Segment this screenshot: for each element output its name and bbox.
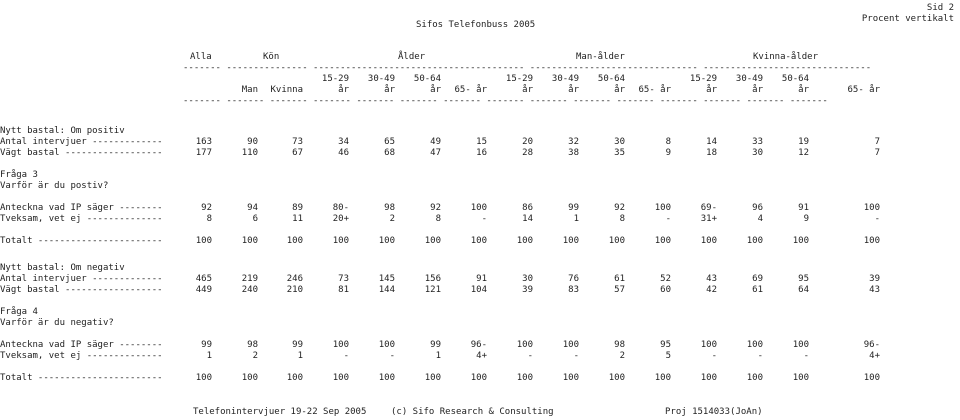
answer-row-cell: 86 <box>522 203 533 213</box>
total-row-cell: 100 <box>286 373 303 383</box>
answer-row-cell: 100 <box>863 203 880 213</box>
question-text: Varför är du negativ? <box>0 318 114 328</box>
answer-row-cell: 100 <box>516 340 533 350</box>
total-row-cell: 100 <box>746 236 763 246</box>
base-row-cell: 39 <box>522 285 533 295</box>
answer-row-cell: 99 <box>430 340 441 350</box>
answer-row-cell: 98 <box>384 203 395 213</box>
answer-row-cell: 100 <box>378 340 395 350</box>
answer-row-cell: 89 <box>292 203 303 213</box>
total-row-cell: 100 <box>195 373 212 383</box>
base-row-cell: 38 <box>568 148 579 158</box>
base-row-cell: 16 <box>476 148 487 158</box>
base-row-cell: 33 <box>752 137 763 147</box>
page-number: Sid 2 <box>926 3 954 13</box>
answer-row-cell: 1 <box>435 351 441 361</box>
base-row-cell: 73 <box>338 274 349 284</box>
total-row-label: Totalt ----------------------- <box>0 236 163 246</box>
answer-row-cell: 8 <box>435 214 441 224</box>
footer-fieldwork: Telefonintervjuer 19-22 Sep 2005 <box>193 407 367 417</box>
base-row-cell: 9 <box>665 148 671 158</box>
total-row-cell: 100 <box>424 373 441 383</box>
answer-row-cell: 4+ <box>476 351 487 361</box>
base-row-cell: 15 <box>476 137 487 147</box>
answer-row-cell: 100 <box>654 203 671 213</box>
base-row-cell: 30 <box>522 274 533 284</box>
base-row-cell: 32 <box>568 137 579 147</box>
answer-row-cell: - <box>711 351 717 361</box>
answer-row-cell: - <box>527 351 533 361</box>
total-row-cell: 100 <box>286 236 303 246</box>
base-row-cell: 57 <box>614 285 625 295</box>
base-row-cell: 91 <box>476 274 487 284</box>
report-title: Sifos Telefonbuss 2005 <box>416 20 536 30</box>
answer-row-cell: 100 <box>792 340 809 350</box>
answer-row-cell: 100 <box>332 340 349 350</box>
base-row-cell: 90 <box>247 137 258 147</box>
base-row-cell: 104 <box>470 285 487 295</box>
base-row-cell: 14 <box>706 137 717 147</box>
base-row-cell: 449 <box>195 285 212 295</box>
column-header-top: 15-29 <box>505 74 533 84</box>
base-row-cell: 67 <box>292 148 303 158</box>
answer-row-cell: 8 <box>206 214 212 224</box>
answer-row-cell: 1 <box>297 351 303 361</box>
answer-row-label: Tveksam, vet ej -------------- <box>0 214 163 224</box>
base-row-cell: 34 <box>338 137 349 147</box>
answer-row-cell: 98 <box>614 340 625 350</box>
column-header-top: 50-64 <box>597 74 625 84</box>
answer-row-cell: 92 <box>201 203 212 213</box>
total-row-cell: 100 <box>863 236 880 246</box>
base-row-cell: 76 <box>568 274 579 284</box>
base-row-cell: 47 <box>430 148 441 158</box>
answer-row-cell: 94 <box>247 203 258 213</box>
answer-row-cell: 99 <box>568 203 579 213</box>
group-header-woman-age: Kvinna-ålder <box>753 52 819 62</box>
base-row-cell: 83 <box>568 285 579 295</box>
base-row-cell: 240 <box>241 285 258 295</box>
answer-row-cell: 92 <box>614 203 625 213</box>
footer-copyright: (c) Sifo Research & Consulting <box>391 407 554 417</box>
column-header-bottom: Man <box>241 85 258 95</box>
column-header-bottom: år <box>798 85 809 95</box>
answer-row-cell: 100 <box>562 340 579 350</box>
column-header-bottom: år <box>568 85 579 95</box>
total-row-cell: 100 <box>608 236 625 246</box>
base-row-label: Antal intervjuer ------------- <box>0 274 163 284</box>
answer-row-cell: - <box>389 351 395 361</box>
base-row-cell: 81 <box>338 285 349 295</box>
column-header-top: 30-49 <box>367 74 395 84</box>
answer-row-cell: - <box>573 351 579 361</box>
base-row-cell: 61 <box>614 274 625 284</box>
answer-row-cell: 11 <box>292 214 303 224</box>
answer-row-cell: 69- <box>700 203 717 213</box>
group-header-age: Ålder <box>398 52 426 62</box>
answer-row-cell: - <box>665 214 671 224</box>
base-row-cell: 30 <box>752 148 763 158</box>
answer-row-cell: 1 <box>573 214 579 224</box>
total-row-cell: 100 <box>516 373 533 383</box>
base-row-cell: 163 <box>195 137 212 147</box>
column-header-top: 30-49 <box>551 74 579 84</box>
base-row-cell: 39 <box>869 274 880 284</box>
base-row-cell: 73 <box>292 137 303 147</box>
total-row-cell: 100 <box>470 236 487 246</box>
base-row-cell: 177 <box>195 148 212 158</box>
total-row-cell: 100 <box>195 236 212 246</box>
column-header-top: 30-49 <box>735 74 763 84</box>
total-row-cell: 100 <box>746 373 763 383</box>
base-title: Nytt bastal: Om positiv <box>0 126 125 136</box>
total-row-cell: 100 <box>562 373 579 383</box>
base-row-cell: 61 <box>752 285 763 295</box>
base-row-cell: 43 <box>706 274 717 284</box>
answer-row-label: Anteckna vad IP säger -------- <box>0 203 163 213</box>
answer-row-cell: 4 <box>757 214 763 224</box>
column-header-bottom: år <box>384 85 395 95</box>
total-row-cell: 100 <box>332 373 349 383</box>
answer-row-cell: 2 <box>252 351 258 361</box>
answer-row-cell: 1 <box>206 351 212 361</box>
base-row-label: Vägt bastal ------------------ <box>0 285 163 295</box>
answer-row-cell: - <box>343 351 349 361</box>
total-row-cell: 100 <box>700 373 717 383</box>
answer-row-cell: 99 <box>201 340 212 350</box>
base-row-cell: 8 <box>665 137 671 147</box>
base-row-cell: 35 <box>614 148 625 158</box>
base-row-cell: 69 <box>752 274 763 284</box>
answer-row-cell: 99 <box>292 340 303 350</box>
column-header-top: 50-64 <box>781 74 809 84</box>
answer-row-cell: 31+ <box>700 214 717 224</box>
total-row-cell: 100 <box>424 236 441 246</box>
answer-row-cell: 6 <box>252 214 258 224</box>
base-row-label: Antal intervjuer ------------- <box>0 137 163 147</box>
answer-row-cell: 98 <box>247 340 258 350</box>
answer-row-cell: 92 <box>430 203 441 213</box>
column-header-top: 15-29 <box>321 74 349 84</box>
base-row-cell: 145 <box>378 274 395 284</box>
total-row-label: Totalt ----------------------- <box>0 373 163 383</box>
percent-mode: Procent vertikalt <box>861 14 954 24</box>
answer-row-cell: 2 <box>389 214 395 224</box>
base-row-cell: 42 <box>706 285 717 295</box>
total-row-cell: 100 <box>378 236 395 246</box>
base-row-cell: 30 <box>614 137 625 147</box>
base-row-cell: 28 <box>522 148 533 158</box>
base-row-cell: 7 <box>874 148 880 158</box>
column-header-bottom: 65- år <box>638 85 671 95</box>
answer-row-cell: 5 <box>665 351 671 361</box>
question-number: Fråga 4 <box>0 307 38 317</box>
answer-row-cell: 100 <box>470 203 487 213</box>
base-row-cell: 210 <box>286 285 303 295</box>
base-row-cell: 7 <box>874 137 880 147</box>
column-header-top: 15-29 <box>689 74 717 84</box>
base-row-cell: 60 <box>660 285 671 295</box>
base-row-cell: 246 <box>286 274 303 284</box>
total-row-cell: 100 <box>700 236 717 246</box>
group-header-all: Alla <box>190 52 212 62</box>
answer-row-cell: 100 <box>700 340 717 350</box>
answer-row-cell: 8 <box>619 214 625 224</box>
answer-row-cell: - <box>481 214 487 224</box>
total-row-cell: 100 <box>470 373 487 383</box>
column-header-bottom: 65- år <box>454 85 487 95</box>
answer-row-label: Anteckna vad IP säger -------- <box>0 340 163 350</box>
answer-row-cell: 91 <box>798 203 809 213</box>
column-header-bottom: år <box>522 85 533 95</box>
base-row-cell: 68 <box>384 148 395 158</box>
base-row-cell: 121 <box>424 285 441 295</box>
answer-row-cell: - <box>803 351 809 361</box>
total-row-cell: 100 <box>378 373 395 383</box>
base-row-cell: 18 <box>706 148 717 158</box>
base-row-cell: 19 <box>798 137 809 147</box>
total-row-cell: 100 <box>562 236 579 246</box>
base-row-cell: 43 <box>869 285 880 295</box>
answer-row-cell: 4+ <box>869 351 880 361</box>
base-row-cell: 156 <box>424 274 441 284</box>
answer-row-cell: 96- <box>863 340 880 350</box>
base-row-cell: 52 <box>660 274 671 284</box>
total-row-cell: 100 <box>241 236 258 246</box>
answer-row-cell: 95 <box>660 340 671 350</box>
total-row-cell: 100 <box>516 236 533 246</box>
group-header-gender: Kön <box>263 52 280 62</box>
group-rule: ------- --------------- --------------------------------------- ------------------------------- ------------------------------- <box>183 63 872 73</box>
total-row-cell: 100 <box>608 373 625 383</box>
column-header-bottom: år <box>752 85 763 95</box>
answer-row-cell: 100 <box>746 340 763 350</box>
answer-row-cell: 96 <box>752 203 763 213</box>
answer-row-cell: 9 <box>803 214 809 224</box>
base-row-cell: 110 <box>241 148 258 158</box>
base-row-cell: 46 <box>338 148 349 158</box>
answer-row-label: Tveksam, vet ej -------------- <box>0 351 163 361</box>
column-header-top: 50-64 <box>413 74 441 84</box>
total-row-cell: 100 <box>654 373 671 383</box>
footer-project: Proj 1514033(JoAn) <box>665 407 763 417</box>
base-row-cell: 49 <box>430 137 441 147</box>
column-header-bottom: Kvinna <box>270 85 303 95</box>
base-row-cell: 65 <box>384 137 395 147</box>
column-header-bottom: år <box>430 85 441 95</box>
answer-row-cell: 96- <box>470 340 487 350</box>
total-row-cell: 100 <box>792 236 809 246</box>
base-row-cell: 465 <box>195 274 212 284</box>
answer-row-cell: - <box>757 351 763 361</box>
answer-row-cell: 20+ <box>332 214 349 224</box>
total-row-cell: 100 <box>332 236 349 246</box>
column-rule: ------- ------- ------- ------- ------- ------- ------- ------- ------- ------- ------- ------- ------- ------- ------- <box>183 96 828 106</box>
total-row-cell: 100 <box>654 236 671 246</box>
question-text: Varför är du postiv? <box>0 181 109 191</box>
base-row-label: Vägt bastal ------------------ <box>0 148 163 158</box>
total-row-cell: 100 <box>863 373 880 383</box>
answer-row-cell: 14 <box>522 214 533 224</box>
base-row-cell: 219 <box>241 274 258 284</box>
total-row-cell: 100 <box>241 373 258 383</box>
column-header-bottom: år <box>706 85 717 95</box>
column-header-bottom: år <box>338 85 349 95</box>
base-title: Nytt bastal: Om negativ <box>0 263 125 273</box>
base-row-cell: 95 <box>798 274 809 284</box>
answer-row-cell: 2 <box>619 351 625 361</box>
base-row-cell: 144 <box>378 285 395 295</box>
question-number: Fråga 3 <box>0 170 38 180</box>
base-row-cell: 20 <box>522 137 533 147</box>
total-row-cell: 100 <box>792 373 809 383</box>
base-row-cell: 12 <box>798 148 809 158</box>
base-row-cell: 64 <box>798 285 809 295</box>
group-header-man-age: Man-ålder <box>576 52 625 62</box>
column-header-bottom: 65- år <box>847 85 880 95</box>
answer-row-cell: - <box>874 214 880 224</box>
column-header-bottom: år <box>614 85 625 95</box>
answer-row-cell: 80- <box>332 203 349 213</box>
